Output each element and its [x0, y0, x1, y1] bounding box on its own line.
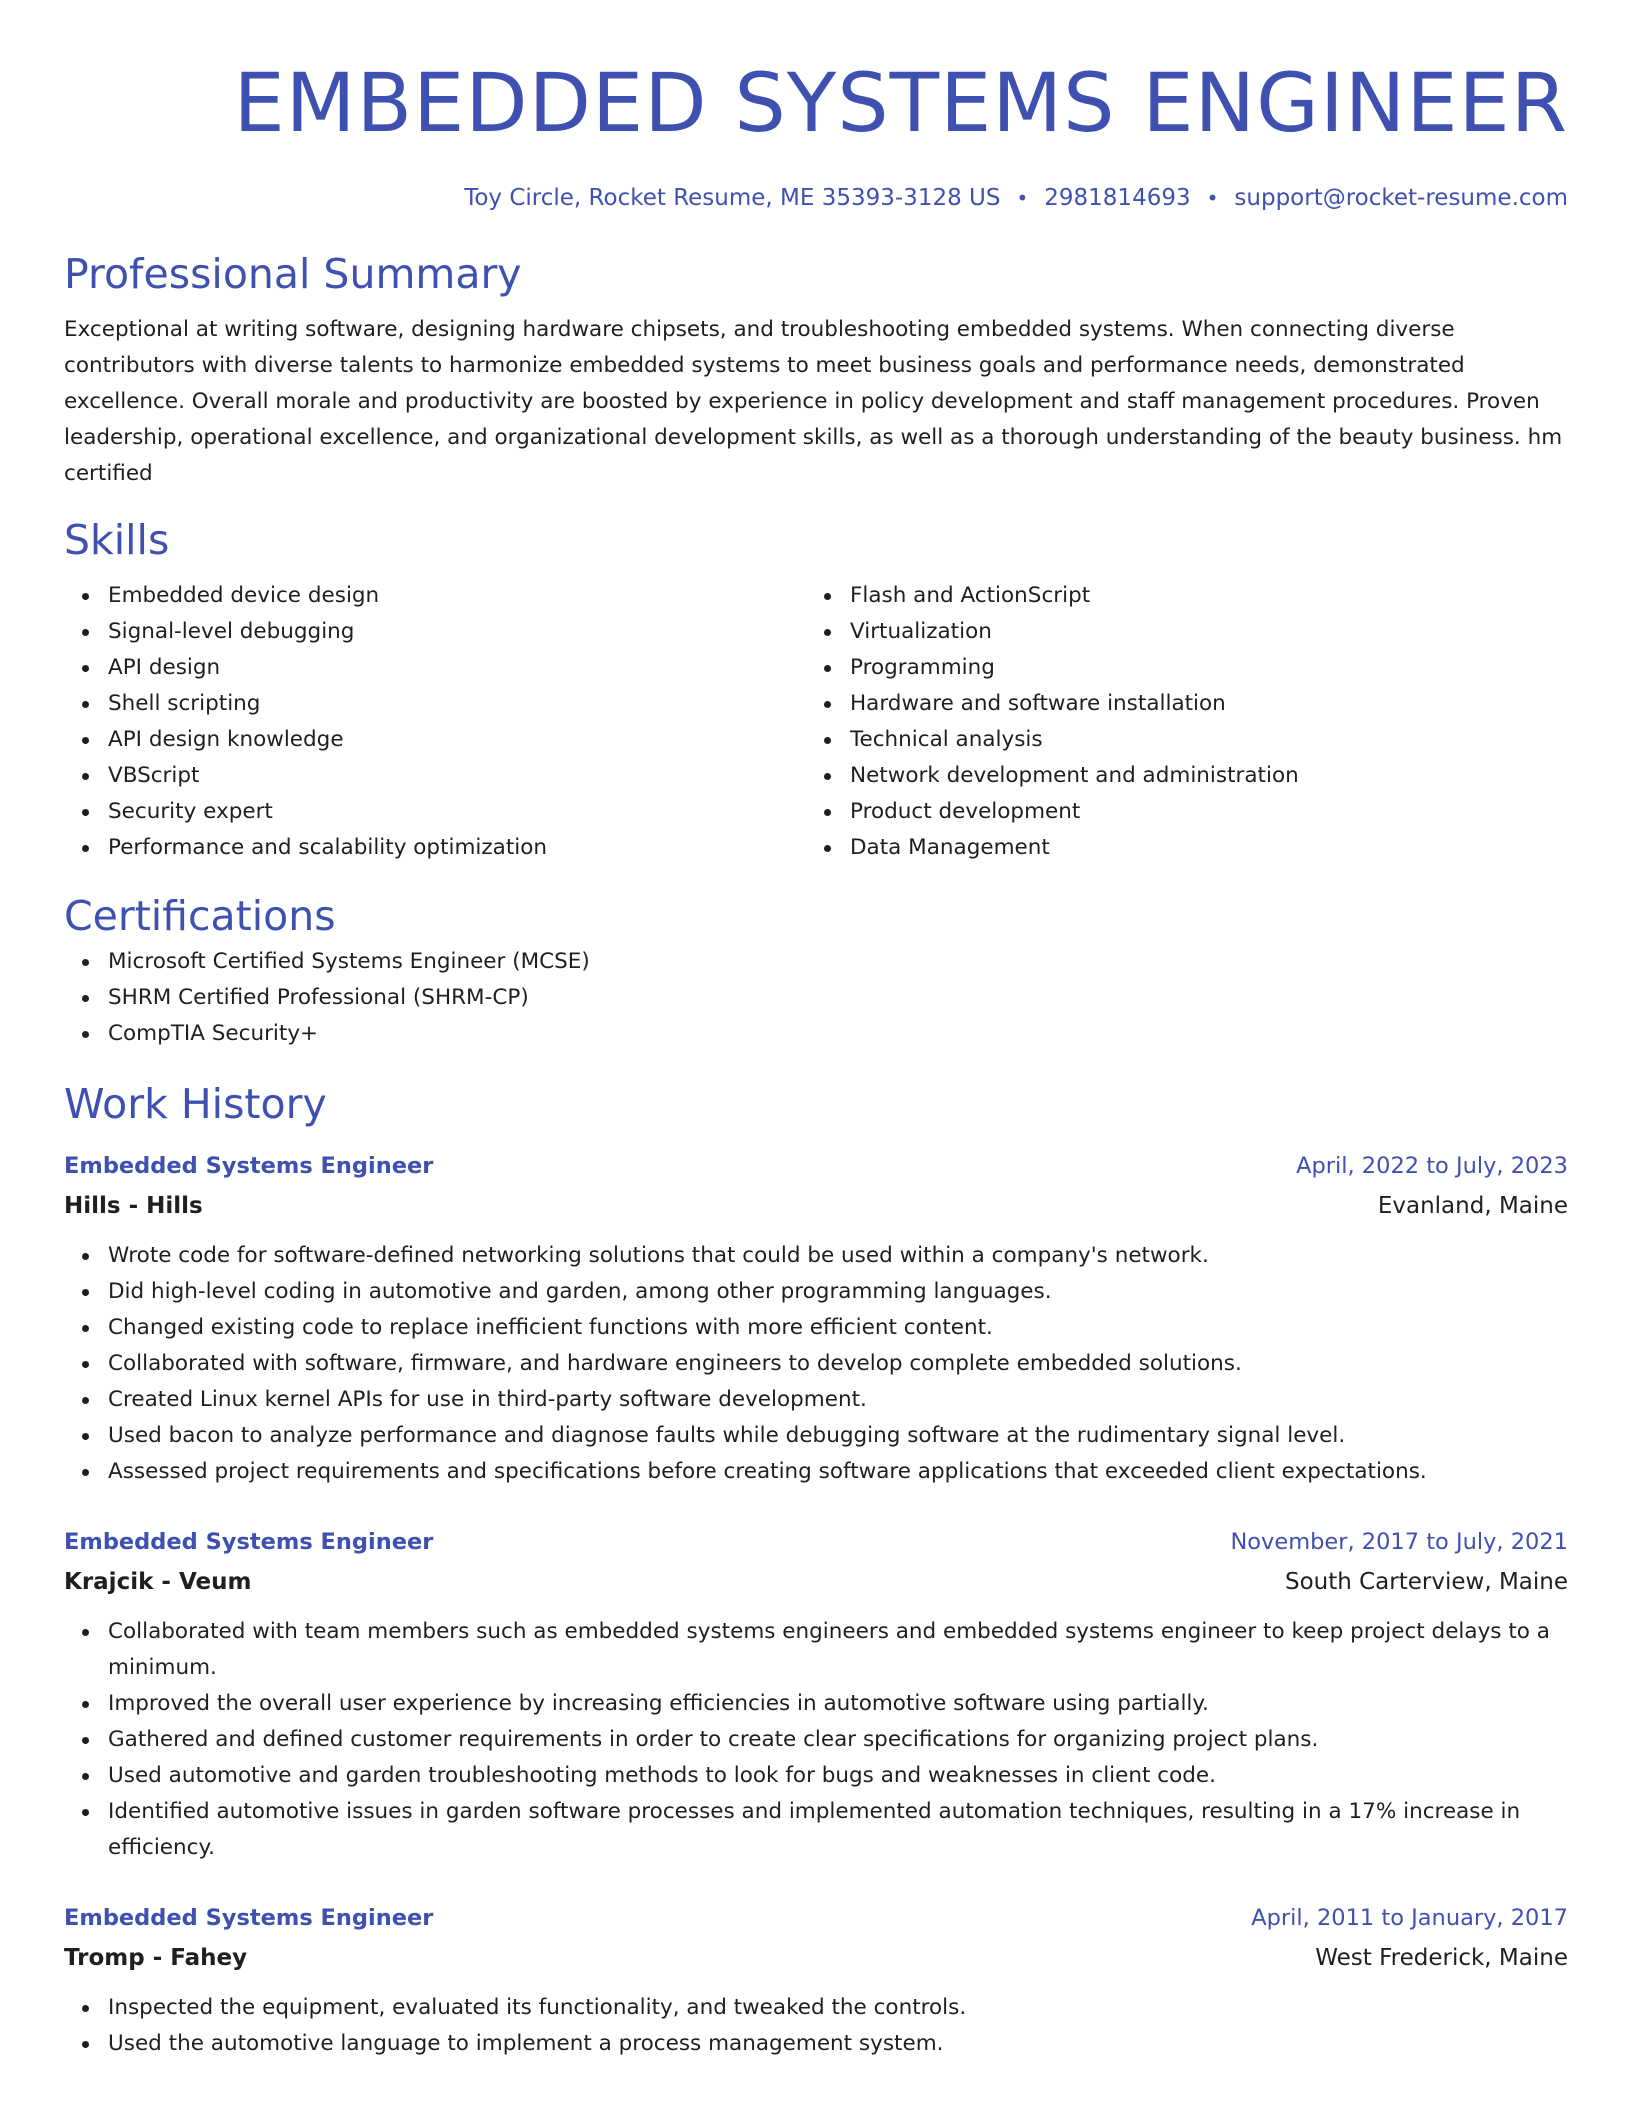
job-duty: Wrote code for software-defined networking solutions that could be used within a company's network.: [108, 1238, 1568, 1274]
job-duty: Used the automotive language to implement a process management system.: [108, 2026, 1568, 2062]
skill-item: Technical analysis: [850, 722, 1548, 758]
job-title: Embedded Systems Engineer: [64, 1529, 434, 1555]
job-company: Tromp - Fahey: [64, 1945, 248, 1971]
job-duty: Changed existing code to replace inefficient functions with more efficient content.: [108, 1310, 1568, 1346]
job-duty: Did high-level coding in automotive and garden, among other programming languages.: [108, 1274, 1568, 1310]
contact-phone: 2981814693: [1044, 185, 1191, 211]
job-duties-list: [64, 1990, 1568, 2062]
job-header-row: [64, 1146, 1568, 1186]
job-title: Embedded Systems Engineer: [64, 1153, 434, 1179]
skills-column-right: [806, 578, 1548, 866]
certification-item: Microsoft Certified Systems Engineer (MCSE): [108, 944, 1568, 980]
job-company: Hills - Hills: [64, 1193, 203, 1219]
contact-separator: •: [1206, 186, 1219, 210]
job-title: Embedded Systems Engineer: [64, 1905, 434, 1931]
job-dates: April, 2011 to January, 2017: [1251, 1905, 1568, 1931]
job-duties-list: [64, 1614, 1568, 1866]
job-location: West Frederick, Maine: [1315, 1945, 1568, 1971]
skill-item: Flash and ActionScript: [850, 578, 1548, 614]
job-entry: [64, 1898, 1568, 2062]
job-duty: Collaborated with team members such as embedded systems engineers and embedded systems engineer to keep project delays to a minimum.: [108, 1614, 1568, 1686]
skill-item: Hardware and software installation: [850, 686, 1548, 722]
job-dates: November, 2017 to July, 2021: [1230, 1529, 1568, 1555]
candidate-name: EMBEDDED SYSTEMS ENGINEER: [233, 57, 1568, 151]
certification-item: CompTIA Security+: [108, 1016, 1568, 1052]
skill-item: Performance and scalability optimization: [108, 830, 806, 866]
certification-item: SHRM Certified Professional (SHRM-CP): [108, 980, 1568, 1016]
job-duty: Assessed project requirements and specifications before creating software applications that exceeded client expectations.: [108, 1454, 1568, 1490]
job-duty: Gathered and defined customer requirements in order to create clear specifications for organizing project plans.: [108, 1722, 1568, 1758]
job-duty: Improved the overall user experience by increasing efficiencies in automotive software using partially.: [108, 1686, 1568, 1722]
skill-item: API design: [108, 650, 806, 686]
job-duty: Collaborated with software, firmware, and hardware engineers to develop complete embedded solutions.: [108, 1346, 1568, 1382]
job-company-row: [64, 1562, 1568, 1602]
skill-item: Data Management: [850, 830, 1548, 866]
skills-list-right: [806, 578, 1548, 866]
job-company-row: [64, 1186, 1568, 1226]
job-company-row: [64, 1938, 1568, 1978]
skill-item: Programming: [850, 650, 1548, 686]
job-dates: April, 2022 to July, 2023: [1296, 1153, 1568, 1179]
skill-item: Embedded device design: [108, 578, 806, 614]
resume-page: [64, 0, 1568, 2062]
skill-item: Virtualization: [850, 614, 1548, 650]
job-duties-list: [64, 1238, 1568, 1490]
job-duty: Used bacon to analyze performance and diagnose faults while debugging software at the rudimentary signal level.: [108, 1418, 1568, 1454]
skills-columns: [64, 578, 1568, 866]
job-duty: Identified automotive issues in garden software processes and implemented automation techniques, resulting in a 17% increase in efficiency.: [108, 1794, 1568, 1866]
skills-list-left: [64, 578, 806, 866]
certifications-list: [64, 944, 1568, 1052]
skill-item: Security expert: [108, 794, 806, 830]
job-duty: Used automotive and garden troubleshooting methods to look for bugs and weaknesses in client code.: [108, 1758, 1568, 1794]
skill-item: Product development: [850, 794, 1548, 830]
certifications-heading: Certifications: [64, 892, 336, 940]
skills-column-left: [64, 578, 806, 866]
job-header-row: [64, 1898, 1568, 1938]
contact-address: Toy Circle, Rocket Resume, ME 35393-3128 US: [464, 185, 1001, 211]
skill-item: Signal-level debugging: [108, 614, 806, 650]
job-entry: [64, 1522, 1568, 1866]
job-location: South Carterview, Maine: [1284, 1569, 1568, 1595]
work-history-heading: Work History: [64, 1080, 327, 1128]
job-duty: Inspected the equipment, evaluated its functionality, and tweaked the controls.: [108, 1990, 1568, 2026]
skill-item: Network development and administration: [850, 758, 1548, 794]
contact-line: [64, 180, 1568, 216]
summary-heading: Professional Summary: [64, 250, 522, 298]
job-company: Krajcik - Veum: [64, 1569, 252, 1595]
job-header-row: [64, 1522, 1568, 1562]
summary-text: Exceptional at writing software, designing hardware chipsets, and troubleshooting embedded systems. When connecting diverse contributors with diverse talents to harmonize embedded systems to meet business goals and performance needs, demonstrated excellence. Overall morale and productivity are boosted by experience in policy development and staff management procedures. Proven leadership, operational excellence, and organizational development skills, as well as a thorough understanding of the beauty business. hm certified: [64, 317, 1563, 486]
skill-item: API design knowledge: [108, 722, 806, 758]
contact-separator: •: [1016, 186, 1029, 210]
contact-email[interactable]: support@rocket-resume.com: [1234, 185, 1568, 211]
skill-item: Shell scripting: [108, 686, 806, 722]
skill-item: VBScript: [108, 758, 806, 794]
job-entry: [64, 1146, 1568, 1490]
job-duty: Created Linux kernel APIs for use in third-party software development.: [108, 1382, 1568, 1418]
skills-heading: Skills: [64, 516, 170, 564]
job-location: Evanland, Maine: [1377, 1193, 1568, 1219]
